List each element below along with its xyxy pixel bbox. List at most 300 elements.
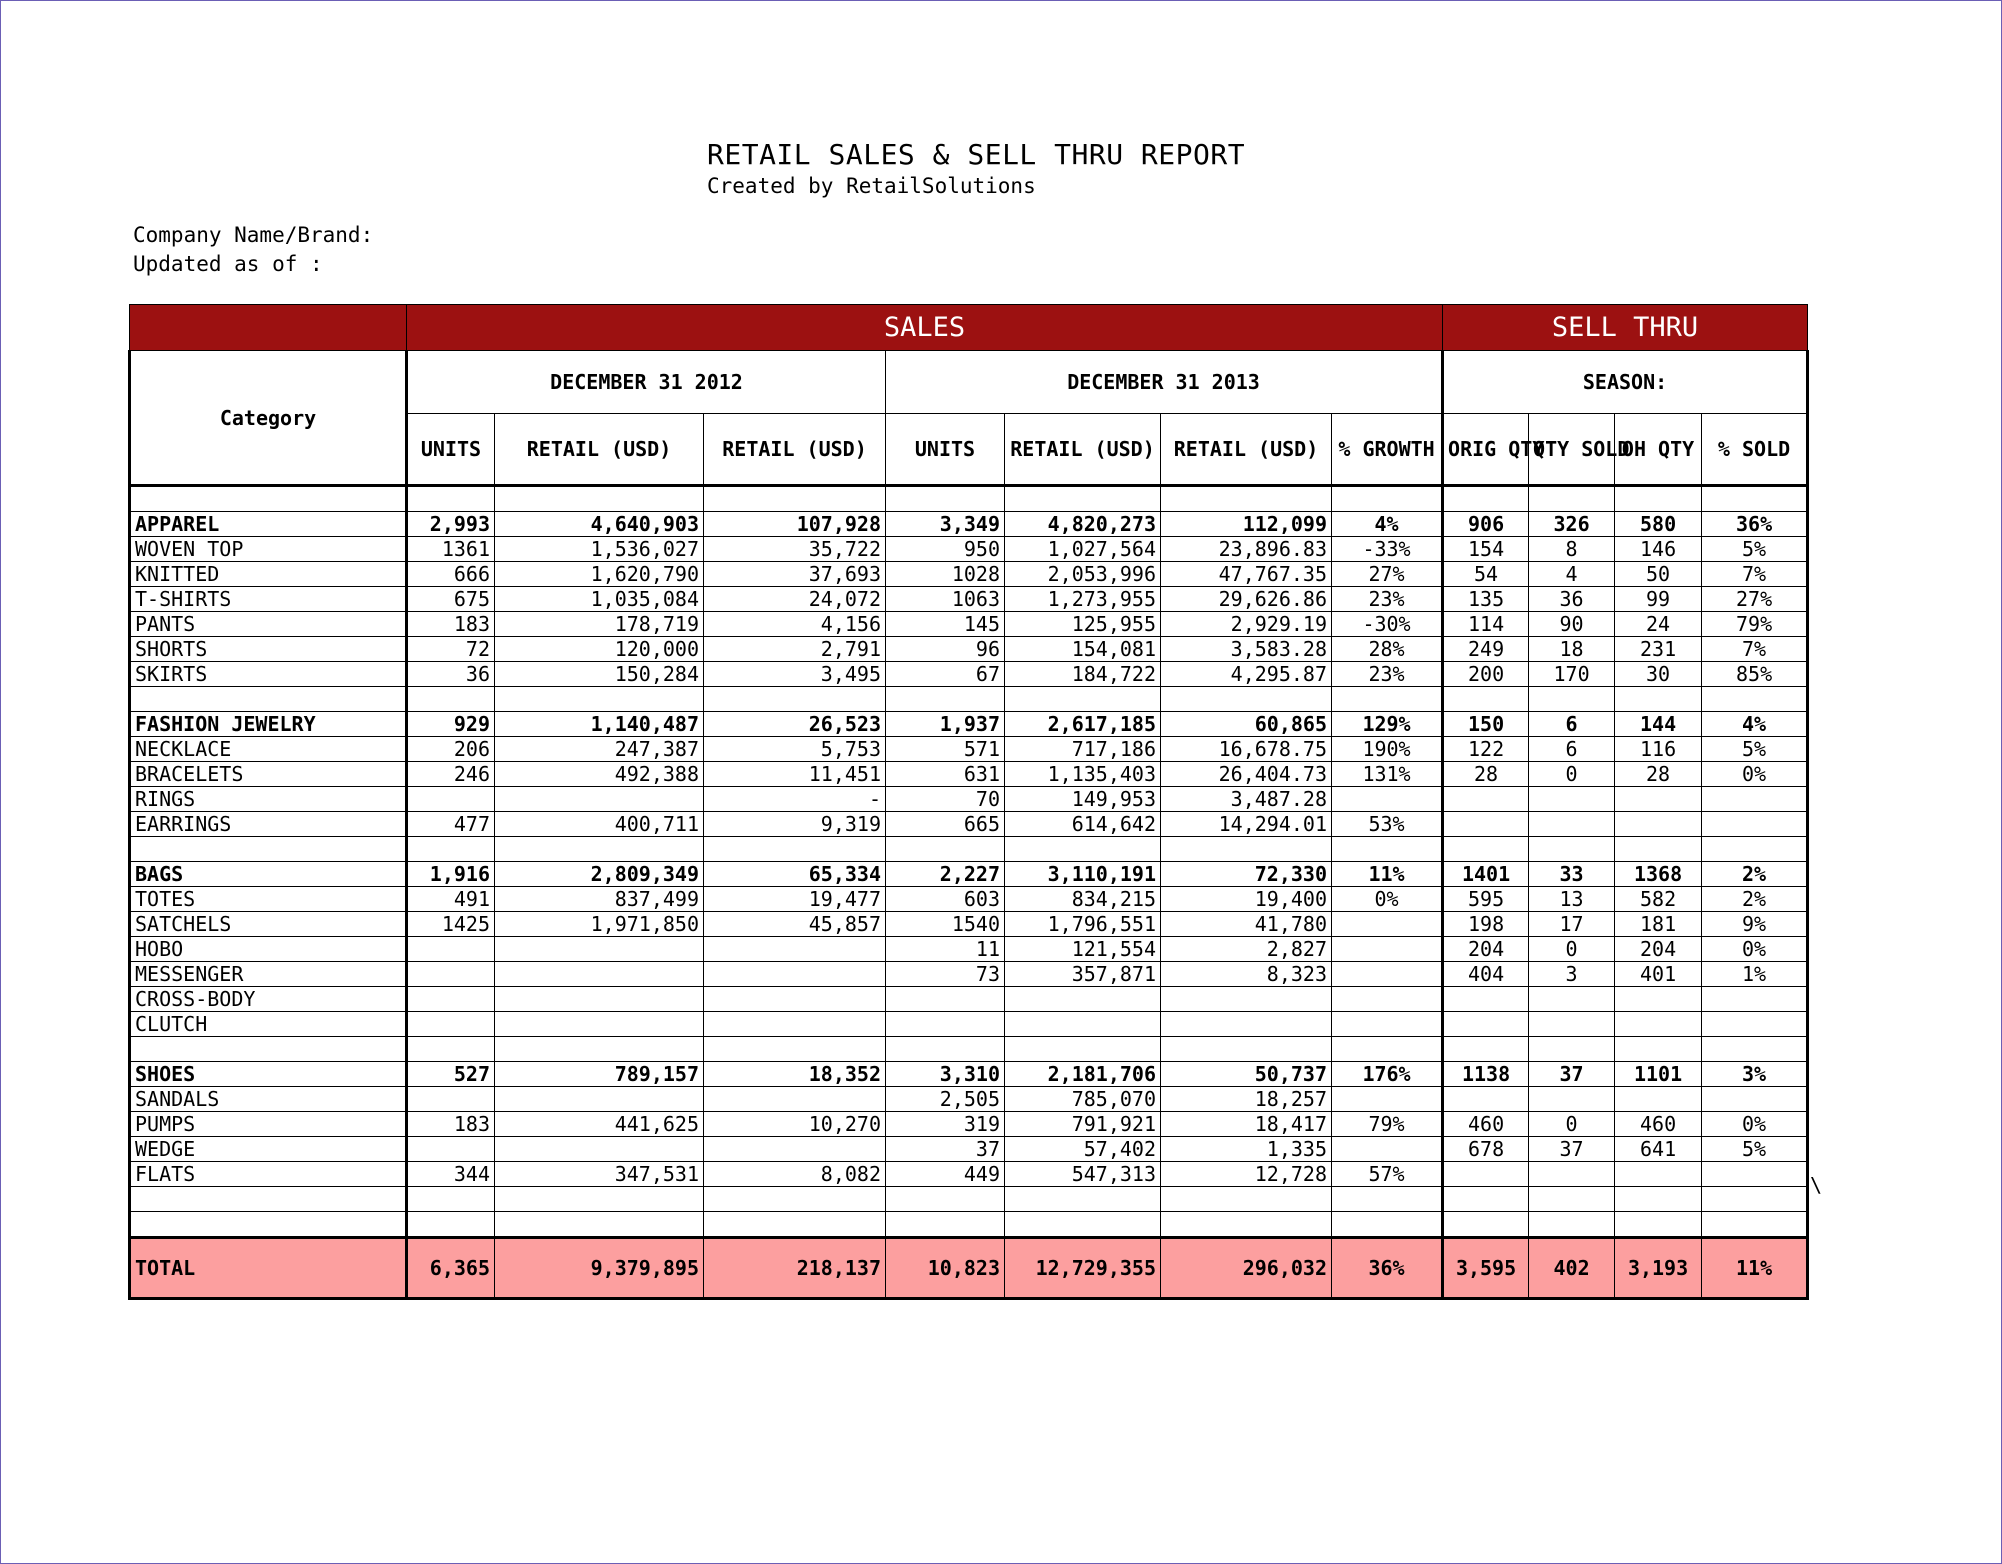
- empty-cell: [1702, 1187, 1808, 1212]
- column-header: UNITS: [407, 414, 495, 486]
- total-value-cell: 6,365: [407, 1238, 495, 1299]
- empty-cell: [704, 687, 886, 712]
- value-cell: 181: [1615, 912, 1702, 937]
- value-cell: 72,330: [1161, 862, 1332, 887]
- value-cell: 404: [1443, 962, 1529, 987]
- category-name: BRACELETS: [130, 762, 407, 787]
- empty-cell: [704, 1037, 886, 1062]
- value-cell: 6: [1529, 737, 1615, 762]
- column-header: RETAIL (USD): [495, 414, 704, 486]
- value-cell: 23%: [1332, 662, 1443, 687]
- value-cell: 1,135,403: [1005, 762, 1161, 787]
- value-cell: 10,270: [704, 1112, 886, 1137]
- value-cell: 30: [1615, 662, 1702, 687]
- period-2012-header: DECEMBER 31 2012: [407, 351, 886, 414]
- empty-cell: [1529, 1187, 1615, 1212]
- value-cell: 678: [1443, 1137, 1529, 1162]
- value-cell: 121,554: [1005, 937, 1161, 962]
- value-cell: [407, 1087, 495, 1112]
- value-cell: [1529, 812, 1615, 837]
- value-cell: 184,722: [1005, 662, 1161, 687]
- empty-cell: [886, 837, 1005, 862]
- empty-cell: [407, 1212, 495, 1238]
- table-row: [130, 962, 1808, 987]
- value-cell: 4,820,273: [1005, 512, 1161, 537]
- value-cell: 183: [407, 612, 495, 637]
- value-cell: 26,404.73: [1161, 762, 1332, 787]
- header-blank-cell: [130, 305, 407, 351]
- value-cell: 36%: [1702, 512, 1808, 537]
- value-cell: 441,625: [495, 1112, 704, 1137]
- value-cell: 950: [886, 537, 1005, 562]
- empty-cell: [407, 687, 495, 712]
- table-row: [130, 612, 1808, 637]
- value-cell: 906: [1443, 512, 1529, 537]
- category-name: SATCHELS: [130, 912, 407, 937]
- column-header: RETAIL (USD): [1161, 414, 1332, 486]
- category-name: HOBO: [130, 937, 407, 962]
- stray-character: \: [1810, 1173, 1823, 1197]
- value-cell: 149,953: [1005, 787, 1161, 812]
- value-cell: 0: [1529, 762, 1615, 787]
- category-name: KNITTED: [130, 562, 407, 587]
- value-cell: 1028: [886, 562, 1005, 587]
- value-cell: 2,181,706: [1005, 1062, 1161, 1087]
- value-cell: 57,402: [1005, 1137, 1161, 1162]
- value-cell: 449: [886, 1162, 1005, 1187]
- table-row: [130, 937, 1808, 962]
- value-cell: [407, 787, 495, 812]
- value-cell: [1702, 812, 1808, 837]
- empty-cell: [1005, 486, 1161, 512]
- empty-cell: [407, 486, 495, 512]
- value-cell: 79%: [1702, 612, 1808, 637]
- value-cell: 1,273,955: [1005, 587, 1161, 612]
- value-cell: 28%: [1332, 637, 1443, 662]
- category-name: BAGS: [130, 862, 407, 887]
- value-cell: 492,388: [495, 762, 704, 787]
- value-cell: 547,313: [1005, 1162, 1161, 1187]
- value-cell: 1101: [1615, 1062, 1702, 1087]
- report-title: RETAIL SALES & SELL THRU REPORT: [707, 138, 1246, 171]
- table-row: [130, 812, 1808, 837]
- value-cell: [886, 1012, 1005, 1037]
- value-cell: 144: [1615, 712, 1702, 737]
- value-cell: 114: [1443, 612, 1529, 637]
- empty-cell: [886, 1037, 1005, 1062]
- value-cell: [1005, 1012, 1161, 1037]
- value-cell: 96: [886, 637, 1005, 662]
- value-cell: 2,617,185: [1005, 712, 1161, 737]
- table-row: [130, 887, 1808, 912]
- value-cell: 460: [1443, 1112, 1529, 1137]
- value-cell: 50: [1615, 562, 1702, 587]
- empty-cell: [1443, 1212, 1529, 1238]
- value-cell: [1702, 1087, 1808, 1112]
- empty-cell: [407, 1037, 495, 1062]
- value-cell: 3,110,191: [1005, 862, 1161, 887]
- value-cell: -: [704, 787, 886, 812]
- value-cell: 5%: [1702, 1137, 1808, 1162]
- value-cell: 246: [407, 762, 495, 787]
- category-name: FASHION JEWELRY: [130, 712, 407, 737]
- value-cell: 18,352: [704, 1062, 886, 1087]
- value-cell: [1615, 987, 1702, 1012]
- value-cell: 580: [1615, 512, 1702, 537]
- empty-cell: [886, 1187, 1005, 1212]
- table-row: [130, 762, 1808, 787]
- empty-cell: [704, 1187, 886, 1212]
- value-cell: 0%: [1702, 762, 1808, 787]
- value-cell: [1332, 1137, 1443, 1162]
- value-cell: 28: [1443, 762, 1529, 787]
- value-cell: 107,928: [704, 512, 886, 537]
- value-cell: [1443, 787, 1529, 812]
- value-cell: 135: [1443, 587, 1529, 612]
- value-cell: 231: [1615, 637, 1702, 662]
- value-cell: 4: [1529, 562, 1615, 587]
- value-cell: 154,081: [1005, 637, 1161, 662]
- empty-cell: [1332, 837, 1443, 862]
- empty-cell: [1161, 1212, 1332, 1238]
- value-cell: 204: [1443, 937, 1529, 962]
- category-name: CLUTCH: [130, 1012, 407, 1037]
- season-header: SEASON:: [1443, 351, 1808, 414]
- total-value-cell: 11%: [1702, 1238, 1808, 1299]
- total-value-cell: 3,595: [1443, 1238, 1529, 1299]
- value-cell: 1,027,564: [1005, 537, 1161, 562]
- sell-thru-section-header: SELL THRU: [1443, 305, 1808, 351]
- company-label: Company Name/Brand:: [133, 223, 374, 247]
- value-cell: 249: [1443, 637, 1529, 662]
- value-cell: 1,536,027: [495, 537, 704, 562]
- value-cell: [1615, 1012, 1702, 1037]
- value-cell: 129%: [1332, 712, 1443, 737]
- empty-cell: [130, 1187, 407, 1212]
- value-cell: 65,334: [704, 862, 886, 887]
- value-cell: [1332, 962, 1443, 987]
- value-cell: 1,140,487: [495, 712, 704, 737]
- empty-cell: [886, 687, 1005, 712]
- category-group-row: [130, 712, 1808, 737]
- value-cell: 9%: [1702, 912, 1808, 937]
- value-cell: 347,531: [495, 1162, 704, 1187]
- value-cell: [1332, 912, 1443, 937]
- value-cell: 125,955: [1005, 612, 1161, 637]
- value-cell: [495, 1012, 704, 1037]
- value-cell: 150,284: [495, 662, 704, 687]
- period-2013-header: DECEMBER 31 2013: [886, 351, 1443, 414]
- value-cell: [1443, 987, 1529, 1012]
- column-header: QTY SOLD: [1529, 414, 1615, 486]
- category-name: NECKLACE: [130, 737, 407, 762]
- value-cell: 37,693: [704, 562, 886, 587]
- total-value-cell: 3,193: [1615, 1238, 1702, 1299]
- value-cell: 112,099: [1161, 512, 1332, 537]
- table-row: [130, 737, 1808, 762]
- spacer-row: [130, 1212, 1808, 1238]
- value-cell: 0%: [1702, 937, 1808, 962]
- value-cell: 785,070: [1005, 1087, 1161, 1112]
- value-cell: 79%: [1332, 1112, 1443, 1137]
- value-cell: [1702, 787, 1808, 812]
- value-cell: 2,809,349: [495, 862, 704, 887]
- value-cell: 18,257: [1161, 1087, 1332, 1112]
- empty-cell: [1005, 1187, 1161, 1212]
- empty-cell: [1332, 486, 1443, 512]
- value-cell: 527: [407, 1062, 495, 1087]
- empty-cell: [704, 1212, 886, 1238]
- value-cell: [1529, 1162, 1615, 1187]
- value-cell: 3,495: [704, 662, 886, 687]
- value-cell: 29,626.86: [1161, 587, 1332, 612]
- category-name: SHORTS: [130, 637, 407, 662]
- category-group-row: [130, 862, 1808, 887]
- value-cell: 60,865: [1161, 712, 1332, 737]
- value-cell: 16,678.75: [1161, 737, 1332, 762]
- table-row: [130, 637, 1808, 662]
- column-header: RETAIL (USD): [1005, 414, 1161, 486]
- empty-cell: [1332, 1037, 1443, 1062]
- value-cell: 183: [407, 1112, 495, 1137]
- table-row: [130, 562, 1808, 587]
- value-cell: 145: [886, 612, 1005, 637]
- value-cell: 37: [886, 1137, 1005, 1162]
- value-cell: 47,767.35: [1161, 562, 1332, 587]
- updated-label: Updated as of :: [133, 252, 323, 276]
- value-cell: 1401: [1443, 862, 1529, 887]
- category-name: RINGS: [130, 787, 407, 812]
- value-cell: 37: [1529, 1062, 1615, 1087]
- value-cell: 8,323: [1161, 962, 1332, 987]
- category-name: SKIRTS: [130, 662, 407, 687]
- value-cell: 9,319: [704, 812, 886, 837]
- column-header: OH QTY: [1615, 414, 1702, 486]
- value-cell: 70: [886, 787, 1005, 812]
- value-cell: [407, 937, 495, 962]
- table-row: [130, 1112, 1808, 1137]
- value-cell: 1,620,790: [495, 562, 704, 587]
- value-cell: 3,487.28: [1161, 787, 1332, 812]
- value-cell: 24,072: [704, 587, 886, 612]
- empty-cell: [130, 687, 407, 712]
- value-cell: 0%: [1702, 1112, 1808, 1137]
- category-name: PUMPS: [130, 1112, 407, 1137]
- value-cell: [704, 962, 886, 987]
- value-cell: 45,857: [704, 912, 886, 937]
- value-cell: [1529, 1012, 1615, 1037]
- value-cell: 8,082: [704, 1162, 886, 1187]
- value-cell: 11%: [1332, 862, 1443, 887]
- value-cell: 1368: [1615, 862, 1702, 887]
- value-cell: [704, 1137, 886, 1162]
- value-cell: 1,796,551: [1005, 912, 1161, 937]
- value-cell: 460: [1615, 1112, 1702, 1137]
- spacer-row: [130, 687, 1808, 712]
- category-name: WEDGE: [130, 1137, 407, 1162]
- value-cell: 24: [1615, 612, 1702, 637]
- empty-cell: [1332, 1187, 1443, 1212]
- empty-cell: [130, 837, 407, 862]
- spacer-row: [130, 837, 1808, 862]
- value-cell: [704, 1012, 886, 1037]
- value-cell: 4,156: [704, 612, 886, 637]
- empty-cell: [1615, 1187, 1702, 1212]
- empty-cell: [1332, 1212, 1443, 1238]
- value-cell: 319: [886, 1112, 1005, 1137]
- category-name: TOTES: [130, 887, 407, 912]
- category-name: T-SHIRTS: [130, 587, 407, 612]
- category-name: APPAREL: [130, 512, 407, 537]
- value-cell: [495, 1137, 704, 1162]
- value-cell: 582: [1615, 887, 1702, 912]
- table-row: [130, 662, 1808, 687]
- value-cell: [1443, 1087, 1529, 1112]
- value-cell: [1332, 1012, 1443, 1037]
- empty-cell: [407, 837, 495, 862]
- value-cell: 675: [407, 587, 495, 612]
- empty-cell: [130, 486, 407, 512]
- value-cell: 2%: [1702, 862, 1808, 887]
- empty-cell: [1161, 1187, 1332, 1212]
- value-cell: 1,035,084: [495, 587, 704, 612]
- value-cell: [1529, 787, 1615, 812]
- empty-cell: [1702, 687, 1808, 712]
- value-cell: 41,780: [1161, 912, 1332, 937]
- value-cell: 28: [1615, 762, 1702, 787]
- empty-cell: [1702, 486, 1808, 512]
- value-cell: 631: [886, 762, 1005, 787]
- value-cell: [1615, 1087, 1702, 1112]
- value-cell: 11: [886, 937, 1005, 962]
- value-cell: 837,499: [495, 887, 704, 912]
- value-cell: 5,753: [704, 737, 886, 762]
- value-cell: 27%: [1702, 587, 1808, 612]
- empty-cell: [1005, 837, 1161, 862]
- total-value-cell: 12,729,355: [1005, 1238, 1161, 1299]
- value-cell: 3%: [1702, 1062, 1808, 1087]
- empty-cell: [1702, 1212, 1808, 1238]
- header-row-sections: [130, 305, 1808, 351]
- value-cell: 3,583.28: [1161, 637, 1332, 662]
- empty-cell: [1615, 1037, 1702, 1062]
- value-cell: 27%: [1332, 562, 1443, 587]
- empty-cell: [1529, 1037, 1615, 1062]
- empty-cell: [704, 486, 886, 512]
- total-value-cell: 218,137: [704, 1238, 886, 1299]
- empty-cell: [1615, 687, 1702, 712]
- value-cell: [704, 937, 886, 962]
- value-cell: 36: [407, 662, 495, 687]
- value-cell: 14,294.01: [1161, 812, 1332, 837]
- value-cell: -33%: [1332, 537, 1443, 562]
- table-row: [130, 1162, 1808, 1187]
- value-cell: [1615, 812, 1702, 837]
- value-cell: 37: [1529, 1137, 1615, 1162]
- empty-cell: [1615, 1212, 1702, 1238]
- empty-cell: [1443, 486, 1529, 512]
- value-cell: 170: [1529, 662, 1615, 687]
- value-cell: 4%: [1702, 712, 1808, 737]
- value-cell: 35,722: [704, 537, 886, 562]
- value-cell: 0%: [1332, 887, 1443, 912]
- value-cell: [1615, 787, 1702, 812]
- value-cell: 7%: [1702, 562, 1808, 587]
- table-row: [130, 1087, 1808, 1112]
- value-cell: 2,053,996: [1005, 562, 1161, 587]
- empty-cell: [1332, 687, 1443, 712]
- value-cell: 344: [407, 1162, 495, 1187]
- value-cell: 19,477: [704, 887, 886, 912]
- empty-cell: [495, 687, 704, 712]
- value-cell: 5%: [1702, 737, 1808, 762]
- sales-report-table: [128, 304, 1809, 1300]
- value-cell: [495, 1087, 704, 1112]
- value-cell: 198: [1443, 912, 1529, 937]
- value-cell: [1161, 987, 1332, 1012]
- value-cell: 2,227: [886, 862, 1005, 887]
- value-cell: 2,993: [407, 512, 495, 537]
- table-row: [130, 912, 1808, 937]
- value-cell: 99: [1615, 587, 1702, 612]
- value-cell: 400,711: [495, 812, 704, 837]
- value-cell: 1%: [1702, 962, 1808, 987]
- value-cell: 19,400: [1161, 887, 1332, 912]
- value-cell: 120,000: [495, 637, 704, 662]
- value-cell: 3: [1529, 962, 1615, 987]
- value-cell: 791,921: [1005, 1112, 1161, 1137]
- total-label: TOTAL: [130, 1238, 407, 1299]
- total-value-cell: 296,032: [1161, 1238, 1332, 1299]
- value-cell: 717,186: [1005, 737, 1161, 762]
- value-cell: 491: [407, 887, 495, 912]
- value-cell: 1,937: [886, 712, 1005, 737]
- value-cell: [1702, 1012, 1808, 1037]
- value-cell: [1529, 987, 1615, 1012]
- empty-cell: [1443, 1187, 1529, 1212]
- value-cell: 6: [1529, 712, 1615, 737]
- value-cell: 1,335: [1161, 1137, 1332, 1162]
- total-value-cell: 9,379,895: [495, 1238, 704, 1299]
- empty-cell: [407, 1187, 495, 1212]
- value-cell: 4,640,903: [495, 512, 704, 537]
- empty-cell: [1702, 1037, 1808, 1062]
- value-cell: 8: [1529, 537, 1615, 562]
- table-row: [130, 537, 1808, 562]
- table-row: [130, 787, 1808, 812]
- value-cell: 666: [407, 562, 495, 587]
- empty-cell: [1443, 1037, 1529, 1062]
- value-cell: 18,417: [1161, 1112, 1332, 1137]
- value-cell: 0: [1529, 937, 1615, 962]
- empty-cell: [130, 1037, 407, 1062]
- value-cell: [1443, 1162, 1529, 1187]
- value-cell: 57%: [1332, 1162, 1443, 1187]
- category-name: PANTS: [130, 612, 407, 637]
- category-name: CROSS-BODY: [130, 987, 407, 1012]
- category-name: WOVEN TOP: [130, 537, 407, 562]
- value-cell: 7%: [1702, 637, 1808, 662]
- value-cell: 2,929.19: [1161, 612, 1332, 637]
- empty-cell: [1443, 837, 1529, 862]
- value-cell: 13: [1529, 887, 1615, 912]
- table-row: [130, 987, 1808, 1012]
- value-cell: 1,971,850: [495, 912, 704, 937]
- column-header: UNITS: [886, 414, 1005, 486]
- sales-section-header: SALES: [407, 305, 1443, 351]
- value-cell: 18: [1529, 637, 1615, 662]
- value-cell: 176%: [1332, 1062, 1443, 1087]
